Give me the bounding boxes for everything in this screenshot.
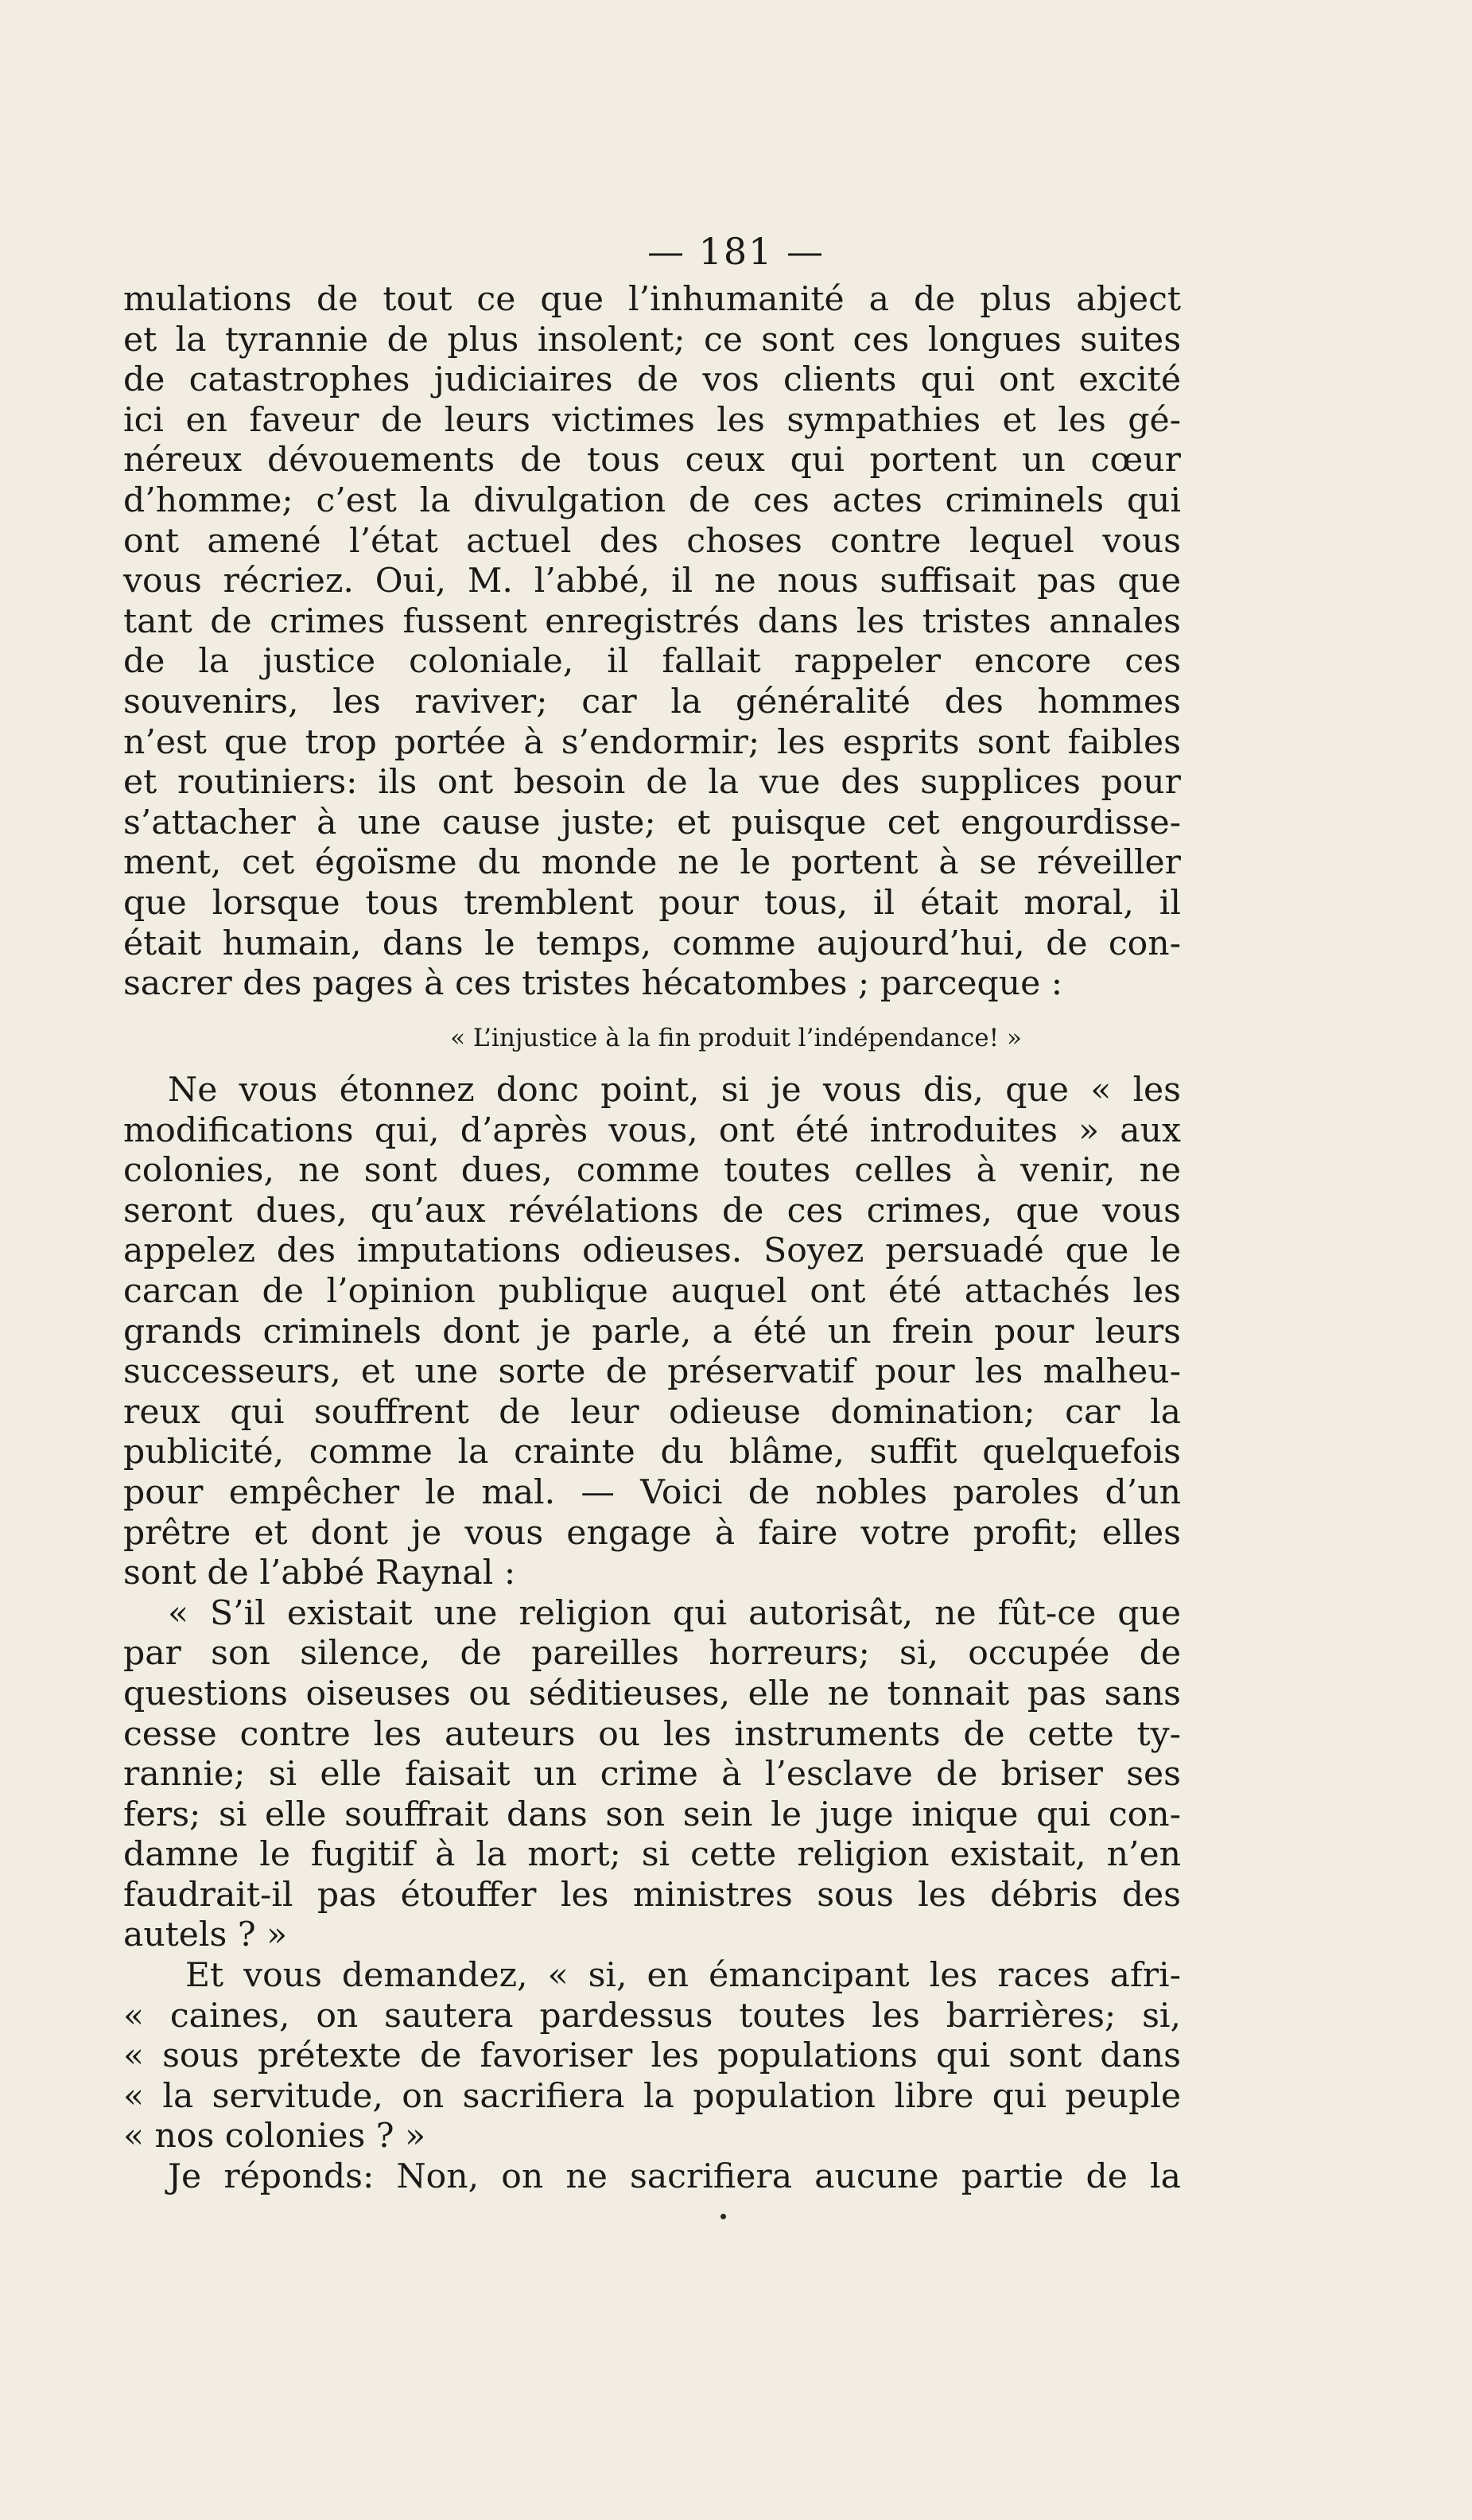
text-line: Ne vous étonnez donc point, si je vous dis, que « les	[168, 1071, 1181, 1110]
text-line: carcan de l’opinion publique auquel ont été attachés les	[123, 1271, 1181, 1311]
text-line: mulations de tout ce que l’inhumanité a de plus abject	[123, 280, 1181, 319]
text-line: publicité, comme la crainte du blâme, suffit quelquefois	[123, 1433, 1181, 1472]
text-line: par son silence, de pareilles horreurs; si, occupée de	[123, 1634, 1181, 1674]
block-quote: « L’injustice à la fin produit l’indépendance! »	[450, 1024, 1022, 1052]
text-line: ont amené l’état actuel des choses contre lequel vous	[123, 521, 1181, 561]
text-line: « la servitude, on sacrifiera la population libre qui peuple	[123, 2076, 1181, 2116]
text-line: appelez des imputations odieuses. Soyez persuadé que le	[123, 1231, 1181, 1271]
text-line: seront dues, qu’aux révélations de ces crimes, que vous	[123, 1191, 1181, 1231]
text-line: et routiniers: ils ont besoin de la vue des supplices pour	[123, 763, 1181, 803]
text-line: néreux dévouements de tous ceux qui portent un cœur	[123, 441, 1181, 480]
text-line: « S’il existait une religion qui autorisât, ne fût-ce que	[168, 1593, 1181, 1633]
paragraph-2	[123, 1071, 1181, 2198]
text-line: cesse contre les auteurs ou les instruments de cette ty-	[123, 1714, 1181, 1754]
text-line: ici en faveur de leurs victimes les sympathies et les gé-	[123, 400, 1181, 440]
text-line: d’homme; c’est la divulgation de ces actes criminels qui	[123, 480, 1181, 520]
printer-mark	[720, 2214, 726, 2219]
text-line: « sous prétexte de favoriser les populations qui sont dans	[123, 2036, 1181, 2076]
text-line: vous récriez. Oui, M. l’abbé, il ne nous suffisait pas que	[123, 562, 1181, 601]
text-line: n’est que trop portée à s’endormir; les esprits sont faibles	[123, 722, 1181, 762]
text-line: faudrait-il pas étouffer les ministres sous les débris des	[123, 1875, 1181, 1915]
text-line: était humain, dans le temps, comme aujourd’hui, de con-	[123, 924, 1181, 963]
text-line: pour empêcher le mal. — Voici de nobles paroles d’un	[123, 1472, 1181, 1512]
text-line: Et vous demandez, « si, en émancipant les races afri-	[185, 1956, 1181, 1996]
text-line: questions oiseuses ou séditieuses, elle ne tonnait pas sans	[123, 1674, 1181, 1713]
text-line: et la tyrannie de plus insolent; ce sont ces longues suites	[123, 320, 1181, 360]
text-line: reux qui souffrent de leur odieuse domination; car la	[123, 1392, 1181, 1432]
text-line: Je réponds: Non, on ne sacrifiera aucune partie de la	[168, 2157, 1181, 2197]
text-line: successeurs, et une sorte de préservatif pour les malheu-	[123, 1352, 1181, 1392]
text-line: modifications qui, d’après vous, ont été introduites » aux	[123, 1110, 1181, 1150]
text-line: « nos colonies ? »	[123, 2117, 426, 2156]
text-line: sacrer des pages à ces tristes hécatombes ; parceque :	[123, 964, 1063, 1004]
page-number: — 181 —	[647, 230, 825, 273]
text-line: « caines, on sautera pardessus toutes les barrières; si,	[123, 1996, 1181, 2036]
text-line: colonies, ne sont dues, comme toutes celles à venir, ne	[123, 1151, 1181, 1191]
text-line: damne le fugitif à la mort; si cette religion existait, n’en	[123, 1835, 1181, 1875]
text-line: s’attacher à une cause juste; et puisque cet engourdisse-	[123, 803, 1181, 842]
text-line: de catastrophes judiciaires de vos clients qui ont excité	[123, 360, 1181, 400]
text-line: de la justice coloniale, il fallait rappeler encore ces	[123, 642, 1181, 682]
text-line: rannie; si elle faisait un crime à l’esclave de briser ses	[123, 1755, 1181, 1795]
text-line: tant de crimes fussent enregistrés dans les tristes annales	[123, 601, 1181, 641]
text-line: que lorsque tous tremblent pour tous, il était moral, il	[123, 883, 1181, 923]
text-line: souvenirs, les raviver; car la généralité des hommes	[123, 682, 1181, 721]
text-line: autels ? »	[123, 1915, 288, 1955]
text-line: fers; si elle souffrait dans son sein le juge inique qui con-	[123, 1795, 1181, 1834]
text-line: ment, cet égoïsme du monde ne le portent à se réveiller	[123, 843, 1181, 883]
text-line: prêtre et dont je vous engage à faire votre profit; elles	[123, 1513, 1181, 1553]
text-line: sont de l’abbé Raynal :	[123, 1554, 516, 1593]
paragraph-1	[123, 280, 1181, 1005]
text-line: grands criminels dont je parle, a été un frein pour leurs	[123, 1312, 1181, 1351]
